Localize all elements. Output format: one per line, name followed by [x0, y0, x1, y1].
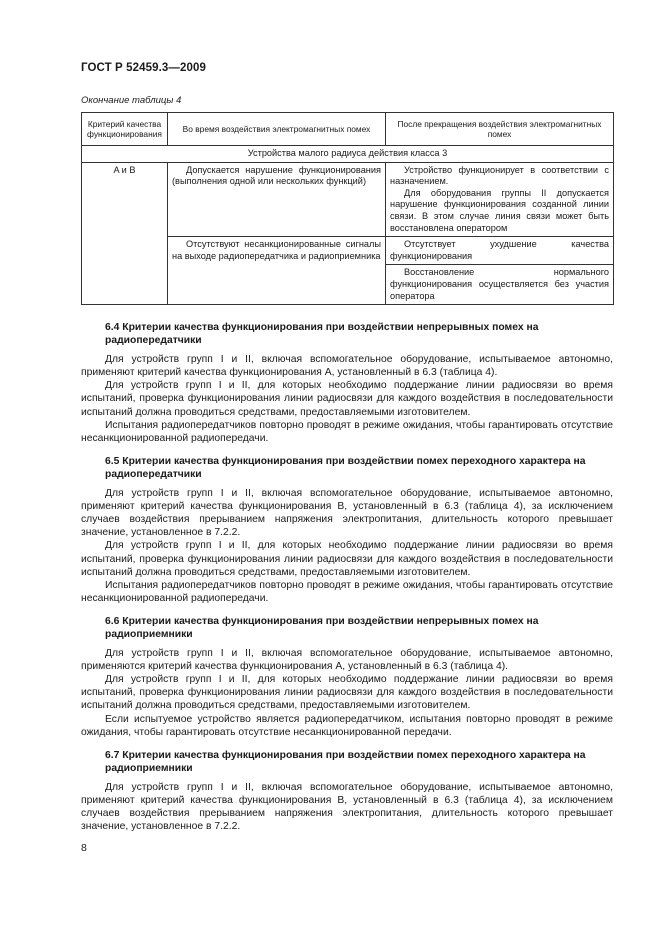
document-body — [81, 321, 613, 843]
col-header-after: После прекращения воздействия электромагнитных помех — [386, 113, 614, 146]
after-text: Отсутствует ухудшение качества функционирования — [390, 239, 609, 261]
paragraph: Для устройств групп I и II, для которых необходимо поддержание линии радиосвязи во время испытаний, проверка функционирования линии радиосвязи для каждого воздействия в последовательности испытаний должна проводиться средствами, предоставляемыми изготовителем. — [81, 540, 613, 578]
paragraph: Испытания радиопередатчиков повторно проводят в режиме ожидания, чтобы гарантировать отсутствие несанкционированной радиопередачи. — [81, 579, 613, 604]
section-6-5 — [81, 455, 613, 605]
table-row — [82, 162, 614, 237]
after-text: Устройство функционирует в соответствии с назначением. — [390, 164, 609, 187]
during-cell: Допускается нарушение функционирования (выполнения одной или нескольких функций) — [168, 162, 386, 237]
after-text: Восстановление нормального функционирования осуществляется без участия оператора — [390, 267, 609, 301]
after-cell — [386, 237, 614, 265]
paragraph: Для устройств групп I и II, включая вспомогательное оборудование, испытываемое автономно, применяют критерий качества функционирования В, установленный в 6.3 (таблица 4), за исключением случаев воздействия прерыванием напряжения электропитания, длительность которого превышает значение, установленное в 7.2.2. — [81, 488, 613, 539]
section-heading: 6.6 Критерии качества функционирования при воздействии непрерывных помех на радиоприемники — [105, 615, 539, 640]
section-heading: 6.7 Критерии качества функционирования при воздействии помех переходного характера на радиоприемники — [105, 749, 586, 774]
paragraph: Для устройств групп I и II, для которых необходимо поддержание линии радиосвязи во время испытаний, проверка функционирования линии радиосвязи для каждого воздействия в последовательности испытаний должна проводиться средствами, предоставляемыми изготовителем. — [81, 674, 613, 712]
paragraph: Испытания радиопередатчиков повторно проводят в режиме ожидания, чтобы гарантировать отсутствие несанкционированной радиопередачи. — [81, 419, 613, 444]
section-6-4 — [81, 321, 613, 445]
table-caption: Окончание таблицы 4 — [81, 95, 182, 106]
during-cell: Отсутствуют несанкционированные сигналы на выходе радиопередатчика и радиоприемника — [168, 237, 386, 305]
after-cell — [386, 162, 614, 237]
paragraph: Для устройств групп I и II, включая вспомогательное оборудование, испытываемое автономно, применяют критерий качества функционирования А, установленный в 6.3 (таблица 4). — [81, 354, 613, 379]
section-6-7 — [81, 749, 613, 834]
paragraph: Если испытуемое устройство является радиопередатчиком, испытания повторно проводят в режиме ожидания, чтобы гарантировать отсутствие несанкционированной передачи. — [81, 713, 613, 738]
paragraph: Для устройств групп I и II, включая вспомогательное оборудование, испытываемое автономно, применяются критерий качества функционирования А, установленный в 6.3 (таблица 4). — [81, 648, 613, 673]
table-group-row — [82, 146, 614, 163]
paragraph: Для устройств групп I и II, для которых необходимо поддержание линии радиосвязи во время испытаний, проверка функционирования линии радиосвязи для каждого воздействия в последовательности испытаний должна проводиться средствами, предоставляемыми изготовителем. — [81, 380, 613, 418]
section-6-6 — [81, 615, 613, 739]
after-cell — [386, 265, 614, 305]
paragraph: Для устройств групп I и II, включая вспомогательное оборудование, испытываемое автономно, применяют критерий качества функционирования В, установленный в 6.3 (таблица 4), за исключением случаев воздействия прерыванием напряжения электропитания, длительность которого превышает значение, установленное в 7.2.2. — [81, 781, 613, 833]
document-header: ГОСТ Р 52459.3—2009 — [81, 62, 206, 74]
table-header-row — [82, 113, 614, 146]
page-number: 8 — [81, 842, 87, 854]
section-heading: 6.5 Критерии качества функционирования при воздействии помех переходного характера на радиопередатчики — [105, 455, 586, 480]
section-heading: 6.4 Критерии качества функционирования при воздействии непрерывных помех на радиопередатчики — [105, 322, 539, 347]
criterion-cell: A и B — [82, 162, 168, 305]
col-header-criterion: Критерий качества функционирования — [82, 113, 168, 146]
group-row-label: Устройства малого радиуса действия класса 3 — [82, 146, 614, 163]
after-text: Для оборудования группы II допускается нарушение функционирования созданной линии связи. В этом случае линия связи может быть восстановлена оператором — [390, 187, 609, 233]
col-header-during: Во время воздействия электромагнитных помех — [168, 113, 386, 146]
criteria-table — [81, 112, 614, 305]
